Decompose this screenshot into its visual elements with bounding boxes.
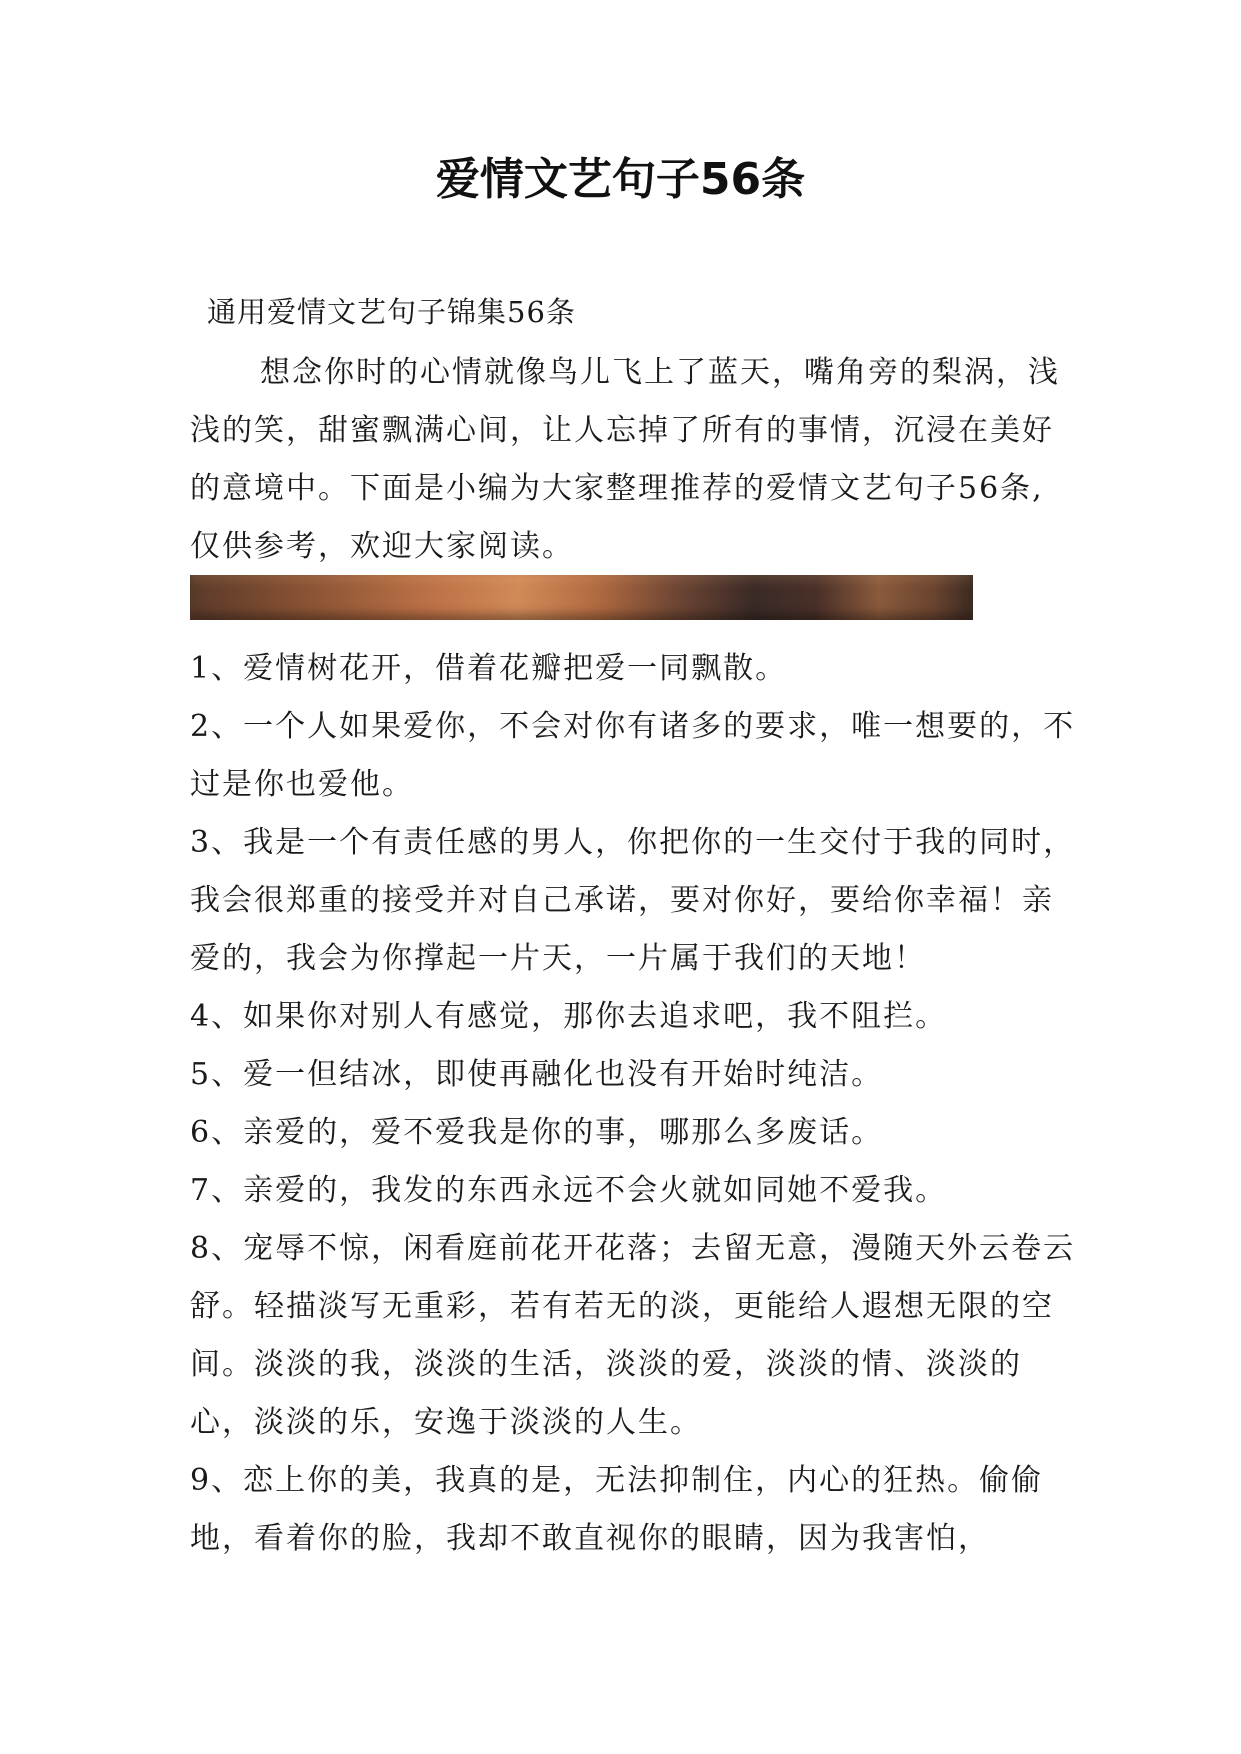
list-item: 4、如果你对别人有感觉，那你去追求吧，我不阻拦。 — [190, 999, 948, 1034]
list-item: 5、爱一但结冰，即使再融化也没有开始时纯洁。 — [190, 1057, 884, 1092]
list-item: 7、亲爱的，我发的东西永远不会火就如同她不爱我。 — [190, 1173, 948, 1208]
sentence-list — [190, 640, 1080, 1568]
list-item: 8、宠辱不惊，闲看庭前花开花落；去留无意，漫随天外云卷云舒。轻描淡写无重彩，若有若无的淡，更能给人遐想无限的空间。淡淡的我，淡淡的生活，淡淡的爱，淡淡的情、淡淡的心，淡淡的乐，安逸于淡淡的人生。 — [190, 1231, 1076, 1440]
intro-paragraph: 想念你时的心情就像鸟儿飞上了蓝天，嘴角旁的梨涡，浅浅的笑，甜蜜飘满心间，让人忘掉了所有的事情，沉浸在美好的意境中。下面是小编为大家整理推荐的爱情文艺句子56条,仅供参考，欢迎大家阅读。 — [190, 355, 1060, 564]
document-subtitle: 通用爱情文艺句子锦集56条 — [207, 295, 576, 329]
banner-image — [190, 575, 973, 620]
list-item: 9、恋上你的美，我真的是，无法抑制住，内心的狂热。偷偷地，看着你的脸，我却不敢直视你的眼睛，因为我害怕， — [190, 1463, 1044, 1556]
list-item: 3、我是一个有责任感的男人，你把你的一生交付于我的同时，我会很郑重的接受并对自己承诺，要对你好，要给你幸福！亲爱的，我会为你撑起一片天，一片属于我们的天地！ — [190, 825, 1076, 976]
document-title: 爱情文艺句子56条 — [435, 154, 806, 205]
list-item: 1、爱情树花开，借着花瓣把爱一同飘散。 — [190, 651, 788, 686]
list-item: 6、亲爱的，爱不爱我是你的事，哪那么多废话。 — [190, 1115, 884, 1150]
list-item: 2、一个人如果爱你，不会对你有诸多的要求，唯一想要的，不过是你也爱他。 — [190, 709, 1076, 802]
